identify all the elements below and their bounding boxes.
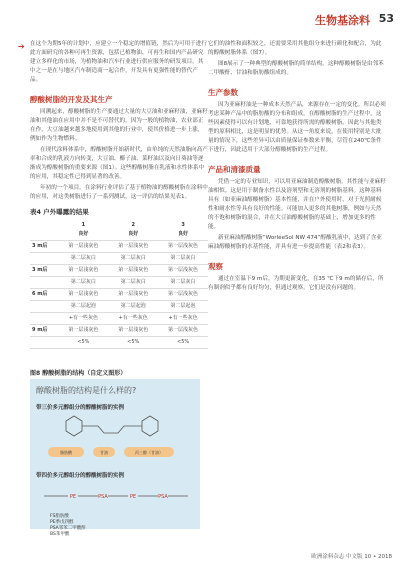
table-cell: +有一些灰色 xyxy=(158,313,208,325)
table-cell: 3 m后 xyxy=(30,241,58,253)
table-header-cell: 1 良好 xyxy=(58,220,108,241)
legend-item: BS苯甲酸 xyxy=(50,532,70,537)
table-cell: 3 m后 xyxy=(30,265,58,277)
table-cell: 第二层灰白 xyxy=(158,253,208,265)
paragraph: 回溯起来，醇酸树脂的生产要通过大量的大豆油和亚麻籽油，亚麻籽油和其他油在应用中并不是不可替代的。因为一般的植物油，农业部正在作，大豆油越来越多地使用到其他的行业中，使其价格进一步上涨，例如作为生物燃料。 xyxy=(30,109,208,142)
table-row xyxy=(30,289,208,301)
figure-subtitle-tetravalent: 带四价多元醇组分的醇酸树脂的实例 xyxy=(36,473,125,479)
legend-item: PSA邻苯二甲酸酐 xyxy=(50,526,86,531)
section-heading-alkyd-development: 醇酸树脂的开发及其生产 xyxy=(30,95,113,104)
table-cell: 第二层灰白 xyxy=(58,253,108,265)
table-cell: 第一层浅灰色 xyxy=(58,325,108,337)
page-header xyxy=(0,0,400,36)
section-heading-observation: 观察 xyxy=(208,262,223,271)
figure-legend xyxy=(50,514,86,538)
table-cell: 第一层浅灰色 xyxy=(58,289,108,301)
table-cell: 第一层浅灰色 xyxy=(108,289,158,301)
table-cell: 第一层浅灰色 xyxy=(158,265,208,277)
figure-alkyd-structure xyxy=(30,368,200,538)
table-cell: <5% xyxy=(158,337,208,349)
table-row xyxy=(30,325,208,337)
table-cell: +有一些灰色 xyxy=(108,313,158,325)
label-fatty-acid: 脂肪酸 xyxy=(60,450,72,455)
table-cell: 第二层灰白 xyxy=(108,277,158,289)
label-glycerol: 甘油 xyxy=(100,450,108,455)
table-title: 表4 户外曝露的结果 xyxy=(30,208,89,216)
table-cell: 第一层浅灰色 xyxy=(58,265,108,277)
table-header-cell xyxy=(30,220,58,241)
table-cell: 第二层灰白 xyxy=(58,277,108,289)
paragraph: 图8展示了一种典型的醇酸树脂的简单结构。这种醇酸树脂是由邻苯二甲酸酐、甘油和脂肪酸组成的。 xyxy=(208,61,384,76)
table-cell: <5% xyxy=(108,337,158,349)
table-cell: 第一层浅灰色 xyxy=(58,241,108,253)
table-row xyxy=(30,301,208,313)
table-cell: <5% xyxy=(58,337,108,349)
table-cell xyxy=(30,253,58,265)
table-header-row xyxy=(30,220,208,241)
table-cell: +有一些灰色 xyxy=(58,313,108,325)
table-row xyxy=(30,253,208,265)
table-cell: 第一层浅灰色 xyxy=(158,325,208,337)
intro-paragraph: 它们的油性和面积较之，还需要采用其他组分来进行颜化和配合，为此的醇酸树脂体系（图7）。 xyxy=(208,41,382,56)
table-cell: 第二层灰白 xyxy=(108,253,158,265)
figure-box xyxy=(30,379,200,537)
left-column xyxy=(18,40,208,349)
right-column xyxy=(208,40,386,295)
table-row xyxy=(30,277,208,289)
molecule-diagram-tetravalent xyxy=(38,481,193,511)
ring-shape xyxy=(142,416,158,436)
table-cell: 第一层浅灰色 xyxy=(158,289,208,301)
label-glycerin: 丙三醇（甘油） xyxy=(135,450,163,455)
paragraph: 新亚麻油醇酸树脂“WorléeSol NW 474”醇酸乳液中，达到了含亚麻油醇酸树脂的水基性能，并具有进一步提高性能（表2和表3）。 xyxy=(208,235,382,250)
table-row xyxy=(30,337,208,349)
results-table xyxy=(30,220,208,349)
pe-unit: PE xyxy=(69,494,77,500)
table-cell: 第二层起泡 xyxy=(58,301,108,313)
table-cell: 6 m后 xyxy=(30,289,58,301)
page-footer: 欧洲涂料杂志 中文版 10 • 2018 xyxy=(311,554,392,560)
table-cell: 第二层灰白 xyxy=(158,277,208,289)
figure-caption: 图8 醇酸树脂的结构（自定义图形） xyxy=(30,370,127,377)
table-row xyxy=(30,265,208,277)
section-heading-product-quality: 产品和清漆质量 xyxy=(208,165,261,174)
intro-paragraph: 在这个为期5年的计划中，应建立一个稳定的增值链，然后为可用于进行此方面研究的各种可再生资源，包括已植物油、可再生和国内产品研究建立多样化的市场，为植物油和汽车行业进行供应服务的研发项目。其中之一是在与地区汽车制造商一起合作，开发具有更强性能的替代产品。 xyxy=(30,41,207,83)
legend-item: FS脂肪酸 xyxy=(50,514,69,519)
molecule-diagram-trivalent xyxy=(38,413,193,468)
paragraph: 凭借一定的专业知识，可以用亚麻油制造醇酸树脂，其性能与亚麻籽油相似。这是用于制备水性以及溶剂型和无溶剂的树脂基料。这种基料具有（如亚麻油醇酸树脂）基本性能，并在户外使用时，对于光照耐候性和耐水性等具有良好的性能。可能加入更多的其他树脂，例如与天然的不饱和树脂的混合，并在大豆油醇酸树脂的基础上，增加更多的性能。 xyxy=(208,179,386,230)
figure-subtitle-trivalent: 带三价多元醇组分的醇酸树脂的实例 xyxy=(36,405,125,411)
table-cell xyxy=(30,301,58,313)
table-cell: 第一层浅灰色 xyxy=(108,241,158,253)
legend-item: PE季戊四醇 xyxy=(50,520,74,525)
bond-line xyxy=(82,426,142,433)
table-cell: 第二层起泡 xyxy=(108,301,158,313)
table-cell xyxy=(30,313,58,325)
page-number: 53 xyxy=(378,12,394,25)
table-cell xyxy=(30,277,58,289)
psa-unit: PSA xyxy=(98,494,108,500)
arrow-right-icon: ➔ xyxy=(18,42,25,51)
table-row xyxy=(30,313,208,325)
figure-title: 醇酸树脂的结构是什么样的? xyxy=(36,386,137,395)
paragraph: 年初的一个项目，在涂料行业评估了基于植物油的醇酸树脂在涂料中的应用，对这类树脂进行了一系列测试，这一评估的结果见表1。 xyxy=(30,185,208,200)
paragraph: 在现代涂料体系中，醇酸树脂开始新时代，由单纯的天然油脂向高产率和合成的乳液方向转变，大豆油、椰子油、菜籽油以及向日葵油等逐渐成为醇酸树脂的重要来源（图1）。这些醇酸树脂在乳液和水性体系中的应用，其稳定性已得到显著的改善。 xyxy=(30,147,208,180)
table-cell xyxy=(30,337,58,349)
table-cell: 第一层浅灰色 xyxy=(108,265,158,277)
section-heading-production-parameters: 生产参数 xyxy=(208,88,238,97)
pe-unit: PE xyxy=(129,494,137,500)
psa-unit: PSA xyxy=(158,494,168,500)
table-cell: 第一层浅灰色 xyxy=(108,325,158,337)
section-title: 生物基涂料 xyxy=(315,14,370,27)
table-header-cell: 3 良好 xyxy=(158,220,208,241)
ring-shape xyxy=(66,416,82,436)
table-cell: 第二层起泡 xyxy=(158,301,208,313)
table-row xyxy=(30,241,208,253)
paragraph: 因为亚麻籽油是一种成本天然产品，来源存在一定的变化。所以必须考虑某种产品中的脂肪酸的分布和组成，在醇酸树脂的生产过程中，这些因素使得可以有计划地、可靠地获得所需的醇酸树脂，因此与其他类型的原料相比，这是明显的优势。从这一角度来说，在使用特别是大批量的情况下，这些差异可以由质量保证参数来平衡，尽管在240℃条件下进行，因此适用于大部分醇酸树脂的生产过程。 xyxy=(208,102,386,153)
table-header-cell: 2 良好 xyxy=(108,220,158,241)
table-cell: 第一层浅灰色 xyxy=(158,241,208,253)
table-cell: 9 m后 xyxy=(30,325,58,337)
paragraph: 通过在室温下9 m后，为期更新变化，在35 ℃下9 m的储存后，所有制剂似乎都有良好均匀，但通过观察，它们是没有问题的。 xyxy=(208,276,384,291)
